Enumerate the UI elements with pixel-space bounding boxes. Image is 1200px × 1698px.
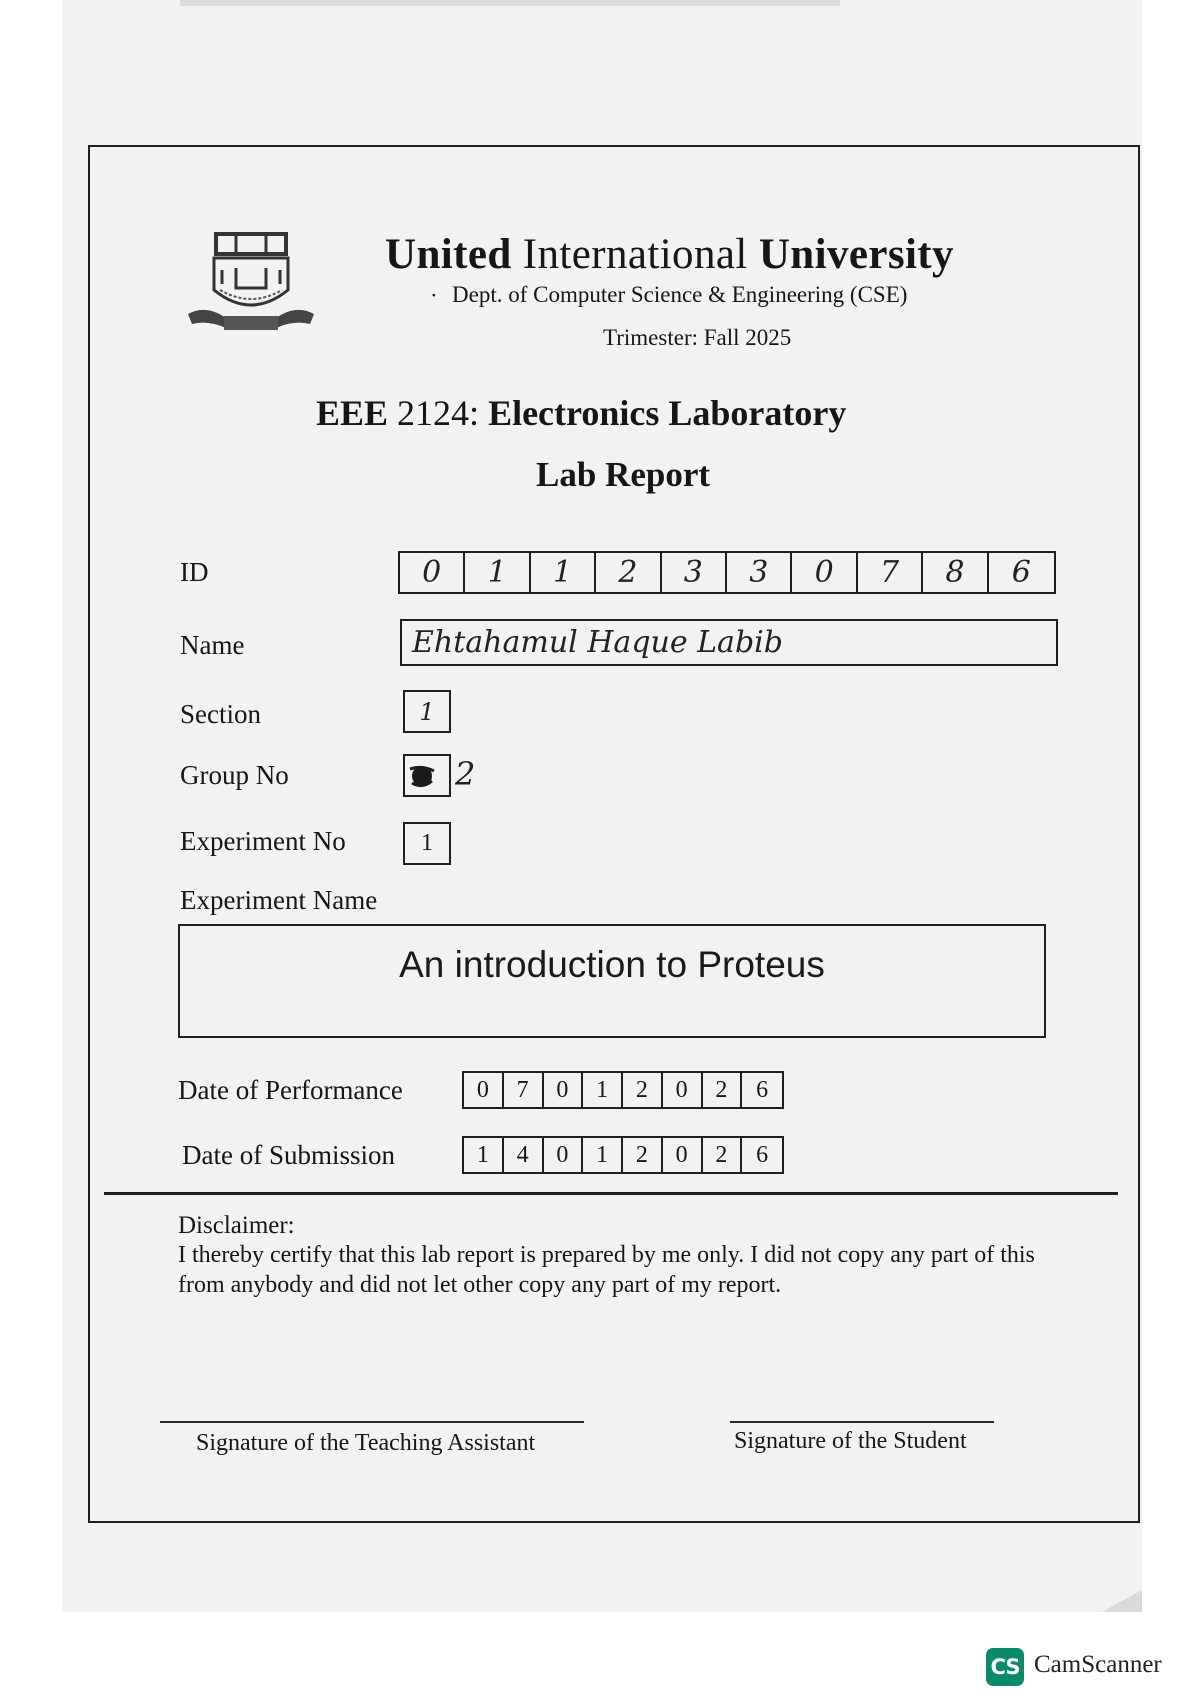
id-digit: 1 (531, 553, 596, 592)
id-label: ID (180, 557, 209, 587)
crossed-out-scribble-icon (408, 763, 436, 789)
date-digit: 6 (756, 1141, 769, 1168)
submission-date-boxes (462, 1136, 784, 1174)
course-title: EEE 2124: Electronics Laboratory (316, 393, 847, 433)
student-signature-label: Signature of the Student (734, 1428, 967, 1454)
id-digit-boxes (398, 551, 1056, 594)
date-digit: 0 (544, 1073, 584, 1107)
university-name: United International University (385, 231, 954, 278)
experiment-no-box (403, 822, 451, 865)
date-digit: 6 (756, 1076, 769, 1103)
experiment-no-value: 1 (421, 830, 433, 856)
camscanner-watermark: CamScanner (1034, 1651, 1162, 1678)
ta-signature-line (160, 1421, 584, 1423)
section-box (403, 690, 451, 733)
submission-date-label: Date of Submission (182, 1140, 395, 1170)
date-digit: 2 (623, 1138, 663, 1172)
scan-edge-shadow (180, 0, 840, 6)
student-signature-line (730, 1421, 994, 1423)
id-digit: 3 (727, 553, 792, 592)
id-digit: 2 (596, 553, 661, 592)
date-digit: 2 (703, 1073, 743, 1107)
id-digit: 6 (1011, 555, 1031, 590)
id-digit: 0 (792, 553, 857, 592)
group-value: 2 (455, 755, 476, 793)
name-label: Name (180, 630, 245, 660)
date-digit: 0 (663, 1073, 703, 1107)
performance-date-label: Date of Performance (178, 1075, 403, 1105)
trimester: Trimester: Fall 2025 (603, 325, 792, 350)
disclaimer-text: I thereby certify that this lab report is prepared by me only. I did not copy any part of this from anybody and did not let other copy any part of my report. (178, 1242, 1035, 1298)
name-field: Ehtahamul Haque Labib (400, 619, 1058, 666)
department: Dept. of Computer Science & Engineering (CSE) (452, 282, 908, 307)
section-value: 1 (419, 697, 435, 726)
date-digit: 2 (623, 1073, 663, 1107)
stray-mark: · (430, 283, 438, 308)
date-digit: 1 (583, 1138, 623, 1172)
ta-signature-label: Signature of the Teaching Assistant (196, 1430, 536, 1456)
disclaimer-title: Disclaimer: (178, 1212, 295, 1239)
date-digit: 0 (663, 1138, 703, 1172)
id-digit: 8 (923, 553, 988, 592)
section-label: Section (180, 699, 261, 729)
date-digit: 1 (464, 1138, 504, 1172)
report-title: Lab Report (536, 455, 711, 494)
university-logo-icon (186, 228, 316, 340)
date-digit: 7 (504, 1073, 544, 1107)
scan-corner-shadow (1102, 1590, 1142, 1612)
date-digit: 1 (583, 1073, 623, 1107)
group-label: Group No (180, 760, 289, 790)
date-digit: 0 (544, 1138, 584, 1172)
id-digit: 1 (465, 553, 530, 592)
date-digit: 2 (703, 1138, 743, 1172)
date-digit: 4 (504, 1138, 544, 1172)
id-digit: 0 (400, 553, 465, 592)
experiment-name-box (178, 924, 1046, 1038)
experiment-no-label: Experiment No (180, 826, 346, 856)
performance-date-boxes (462, 1071, 784, 1109)
section-divider (104, 1192, 1118, 1195)
id-digit: 3 (662, 553, 727, 592)
id-digit: 7 (858, 553, 923, 592)
date-digit: 0 (464, 1073, 504, 1107)
camscanner-logo-icon: CS (986, 1648, 1024, 1686)
experiment-name-value: An introduction to Proteus (399, 944, 825, 985)
experiment-name-label: Experiment Name (180, 885, 378, 915)
